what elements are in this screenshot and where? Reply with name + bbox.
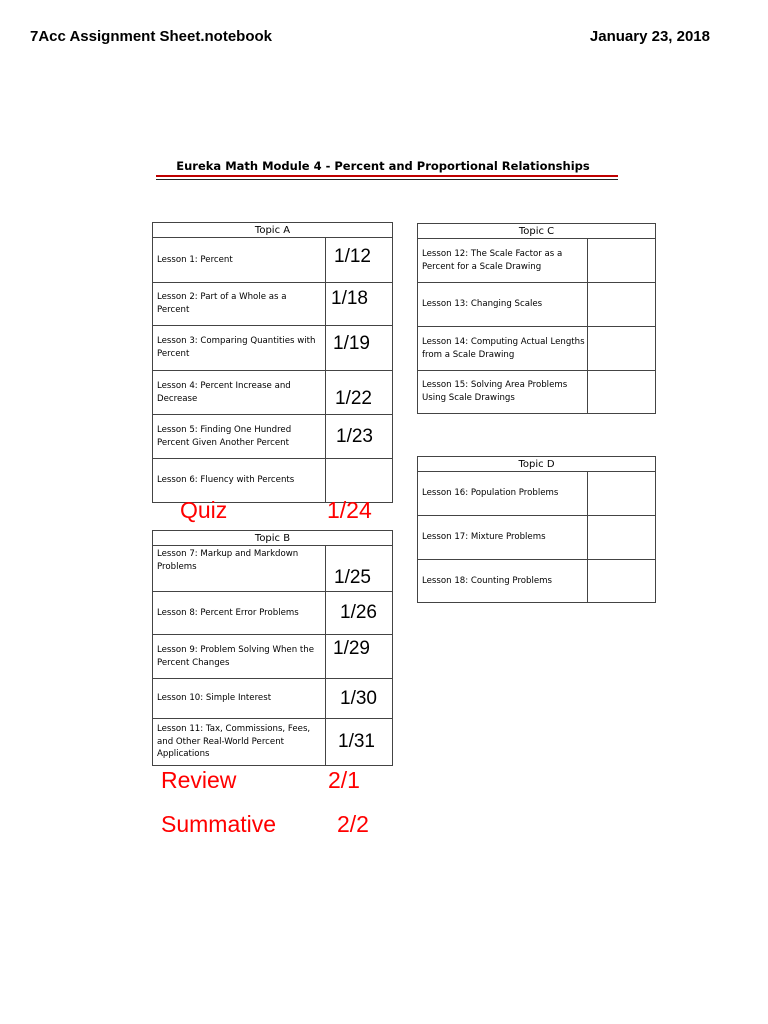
- lesson-3-label: Lesson 3: Comparing Quantities with Percent: [153, 326, 326, 371]
- lesson-8-date: 1/26: [326, 592, 393, 635]
- title-rule-black: [156, 179, 618, 180]
- lesson-7-label: Lesson 7: Markup and Markdown Problems: [153, 546, 326, 592]
- review-date: 2/1: [328, 767, 360, 793]
- lesson-4-label: Lesson 4: Percent Increase and Decrease: [153, 371, 326, 415]
- topic-a-table: [152, 222, 393, 503]
- lesson-14-label: Lesson 14: Computing Actual Lengths from a Scale Drawing: [418, 327, 588, 371]
- lesson-9-date: 1/29: [326, 635, 393, 679]
- lesson-5-date: 1/23: [326, 415, 393, 459]
- lesson-8-label: Lesson 8: Percent Error Problems: [153, 592, 326, 635]
- lesson-2-label: Lesson 2: Part of a Whole as a Percent: [153, 283, 326, 326]
- quiz-label: Quiz: [180, 497, 228, 523]
- lesson-10-date: 1/30: [326, 679, 393, 719]
- lesson-17-date: [588, 516, 656, 560]
- quiz-date: 1/24: [327, 497, 372, 523]
- lesson-11-label: Lesson 11: Tax, Commissions, Fees, and Other Real-World Percent Applications: [153, 719, 326, 766]
- summative-date: 2/2: [337, 811, 369, 837]
- notebook-file-name: 7Acc Assignment Sheet.notebook: [30, 28, 272, 45]
- lesson-2-date: 1/18: [326, 283, 393, 326]
- lesson-18-date: [588, 560, 656, 603]
- module-title: Eureka Math Module 4 - Percent and Proportional Relationships: [176, 159, 590, 173]
- lesson-16-label: Lesson 16: Population Problems: [418, 472, 588, 516]
- lesson-15-date: [588, 371, 656, 414]
- lesson-12-label: Lesson 12: The Scale Factor as a Percent for a Scale Drawing: [418, 239, 588, 283]
- lesson-17-label: Lesson 17: Mixture Problems: [418, 516, 588, 560]
- topic-d-table: [417, 456, 656, 603]
- lesson-9-label: Lesson 9: Problem Solving When the Percent Changes: [153, 635, 326, 679]
- lesson-4-date: 1/22: [326, 371, 393, 415]
- lesson-16-date: [588, 472, 656, 516]
- lesson-3-date: 1/19: [326, 326, 393, 371]
- lesson-12-date: [588, 239, 656, 283]
- lesson-13-label: Lesson 13: Changing Scales: [418, 283, 588, 327]
- lesson-11-date: 1/31: [326, 719, 393, 766]
- topic-c-table: [417, 223, 656, 414]
- lesson-7-date: 1/25: [326, 546, 393, 592]
- lesson-13-date: [588, 283, 656, 327]
- topic-d-header: Topic D: [418, 457, 656, 472]
- lesson-5-label: Lesson 5: Finding One Hundred Percent Given Another Percent: [153, 415, 326, 459]
- lesson-1-date: 1/12: [326, 238, 393, 283]
- lesson-15-label: Lesson 15: Solving Area Problems Using Scale Drawings: [418, 371, 588, 414]
- title-rule-red: [156, 175, 618, 177]
- review-label: Review: [161, 767, 237, 793]
- topic-c-header: Topic C: [418, 224, 656, 239]
- lesson-1-label: Lesson 1: Percent: [153, 238, 326, 283]
- lesson-6-label: Lesson 6: Fluency with Percents: [153, 459, 326, 503]
- topic-a-header: Topic A: [153, 223, 393, 238]
- topic-b-table: [152, 530, 393, 766]
- topic-b-header: Topic B: [153, 531, 393, 546]
- lesson-6-date: [326, 459, 393, 503]
- lesson-10-label: Lesson 10: Simple Interest: [153, 679, 326, 719]
- page-date: January 23, 2018: [589, 28, 710, 45]
- lesson-18-label: Lesson 18: Counting Problems: [418, 560, 588, 603]
- lesson-14-date: [588, 327, 656, 371]
- summative-label: Summative: [161, 811, 277, 837]
